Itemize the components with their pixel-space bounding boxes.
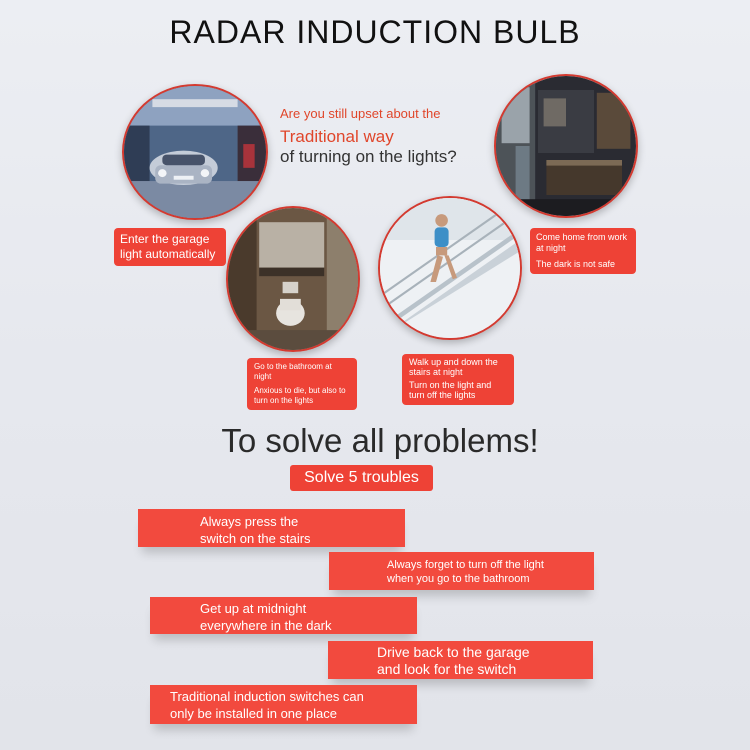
- trouble-line-1: Always forget to turn off the light: [387, 559, 544, 571]
- garage-caption-text: Enter the garage light automatically: [120, 232, 216, 261]
- trouble-line-2: switch on the stairs: [200, 531, 311, 546]
- bathroom-caption-subtext: Anxious to die, but also to turn on the lights: [254, 386, 346, 405]
- garage-caption: [114, 228, 226, 266]
- trouble-line-1: Traditional induction switches can: [170, 689, 364, 704]
- garage-photo: [122, 84, 268, 220]
- stairs-photo: [378, 196, 522, 340]
- bathroom-caption: [247, 358, 357, 410]
- trouble-line-2: only be installed in one place: [170, 706, 337, 721]
- trouble-line-2: when you go to the bathroom: [387, 573, 530, 585]
- trouble-bar: [150, 685, 417, 724]
- headline: To solve all problems!: [221, 422, 539, 459]
- solve-troubles-badge: Solve 5 troubles: [290, 465, 433, 491]
- trouble-bar: [150, 597, 417, 634]
- home-caption: [530, 228, 636, 274]
- question-line-3: of turning on the lights?: [280, 147, 457, 166]
- question-line-2: Traditional way: [280, 127, 394, 146]
- home-night-photo: [494, 74, 638, 218]
- trouble-line-2: and look for the switch: [377, 661, 517, 677]
- trouble-line-1: Always press the: [200, 514, 299, 529]
- stairs-caption-text: Walk up and down the stairs at night: [409, 357, 498, 377]
- trouble-bar: [328, 641, 593, 679]
- trouble-bar: [138, 509, 405, 547]
- trouble-bar: [329, 552, 594, 590]
- page-title: RADAR INDUCTION BULB: [169, 14, 581, 50]
- home-caption-subtext: The dark is not safe: [536, 258, 616, 269]
- trouble-line-1: Drive back to the garage: [377, 644, 530, 660]
- trouble-line-1: Get up at midnight: [200, 601, 307, 616]
- home-caption-text: Come home from work at night: [536, 232, 628, 254]
- bathroom-photo: [226, 206, 360, 352]
- stairs-caption-subtext: Turn on the light and turn off the lights: [409, 379, 492, 400]
- bathroom-caption-text: Go to the bathroom at night: [254, 362, 332, 381]
- stairs-caption: [402, 354, 514, 405]
- trouble-line-2: everywhere in the dark: [200, 618, 332, 633]
- question-line-1: Are you still upset about the: [280, 106, 441, 121]
- question-block: [280, 106, 500, 167]
